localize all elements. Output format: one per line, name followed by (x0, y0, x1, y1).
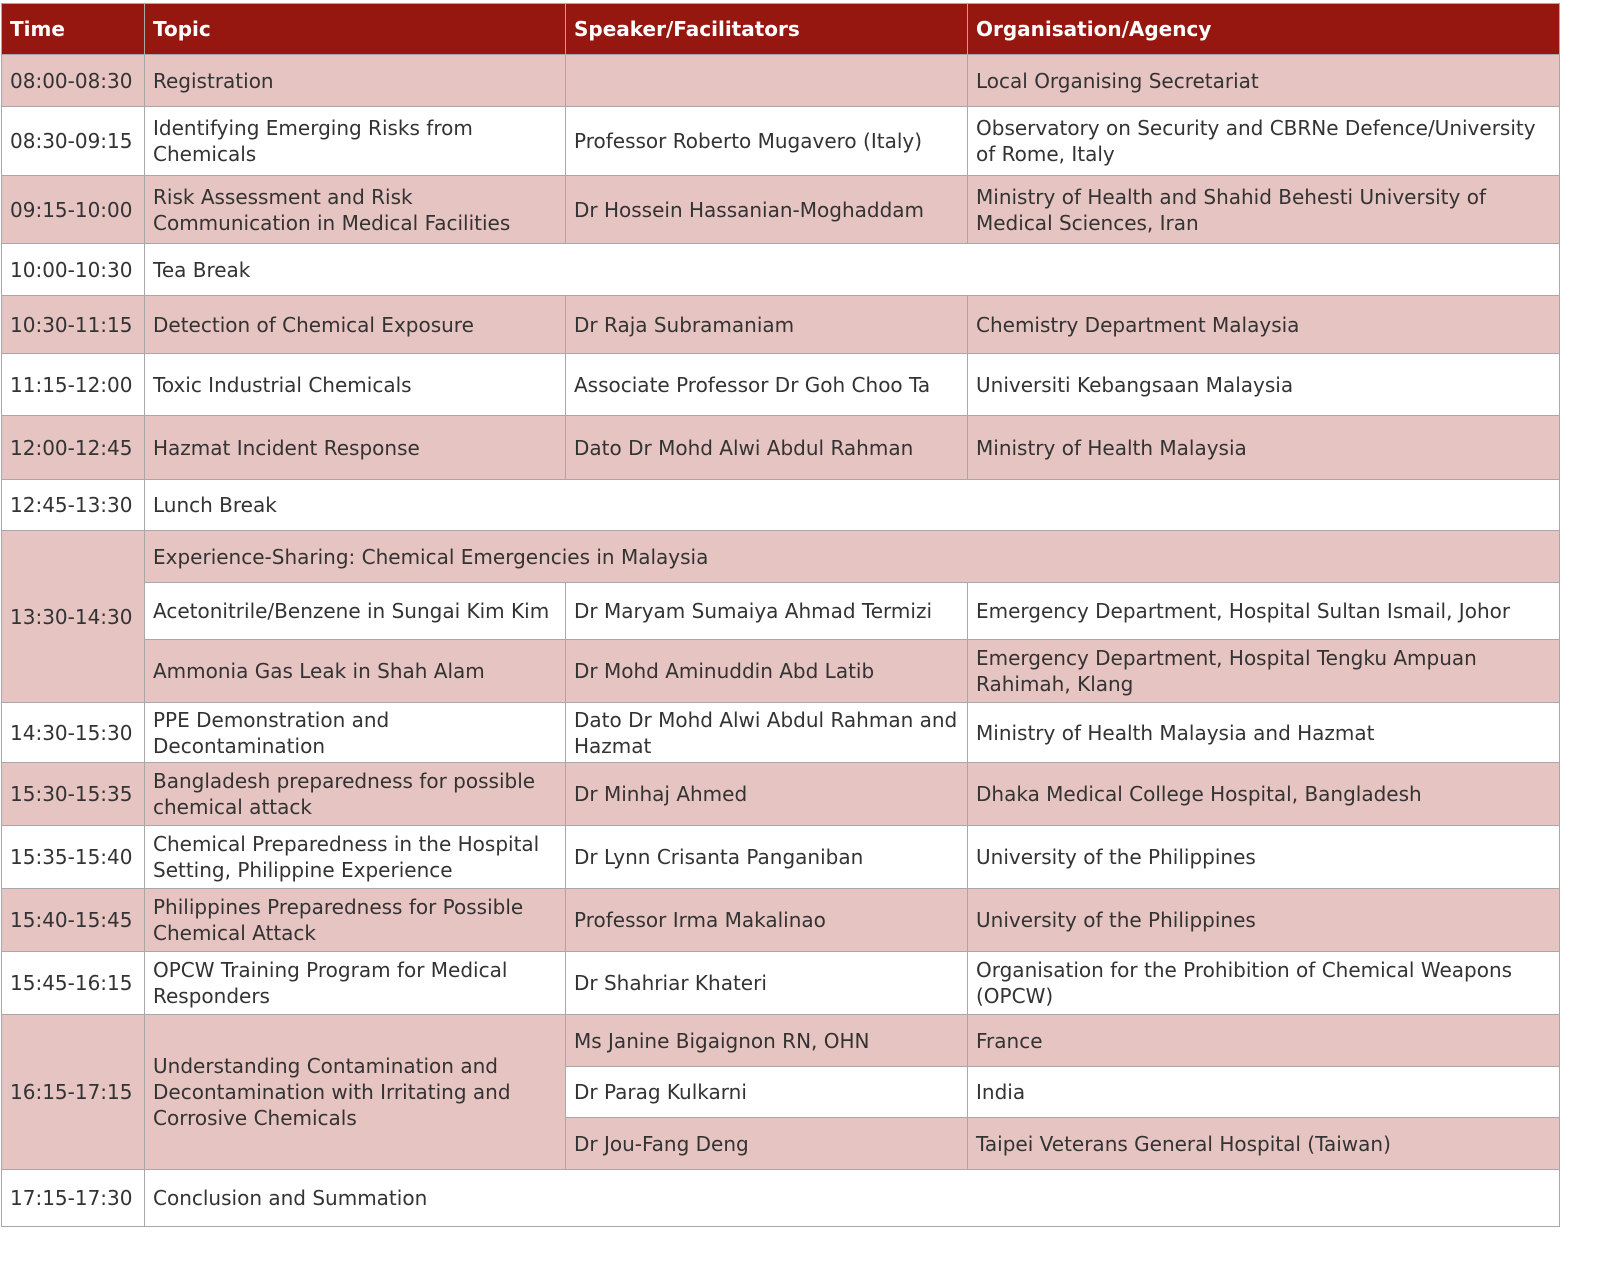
organisation-cell: University of the Philippines (968, 889, 1560, 952)
header-organisation: Organisation/Agency (968, 4, 1560, 55)
speaker-cell: Dr Raja Subramaniam (566, 296, 968, 354)
organisation-cell: University of the Philippines (968, 826, 1560, 889)
topic-cell: Identifying Emerging Risks from Chemicals (145, 107, 566, 176)
break-cell: Tea Break (145, 244, 1560, 296)
table-row (2, 296, 1560, 354)
organisation-cell: Ministry of Health Malaysia (968, 416, 1560, 480)
speaker-cell: Professor Irma Makalinao (566, 889, 968, 952)
organisation-cell: Dhaka Medical College Hospital, Bangladesh (968, 763, 1560, 826)
schedule-table (1, 3, 1560, 1227)
time-cell: 10:30-11:15 (2, 296, 145, 354)
organisation-cell: Ministry of Health Malaysia and Hazmat (968, 703, 1560, 763)
header-time: Time (2, 4, 145, 55)
time-cell: 10:00-10:30 (2, 244, 145, 296)
time-cell: 12:00-12:45 (2, 416, 145, 480)
table-row (2, 583, 1560, 640)
table-row (2, 763, 1560, 826)
topic-cell: Understanding Contamination and Decontamination with Irritating and Corrosive Chemicals (145, 1015, 566, 1170)
header-topic: Topic (145, 4, 566, 55)
time-cell: 16:15-17:15 (2, 1015, 145, 1170)
organisation-cell: Organisation for the Prohibition of Chemical Weapons (OPCW) (968, 952, 1560, 1015)
time-cell: 08:00-08:30 (2, 55, 145, 107)
speaker-cell: Professor Roberto Mugavero (Italy) (566, 107, 968, 176)
time-cell: 08:30-09:15 (2, 107, 145, 176)
organisation-cell: India (968, 1067, 1560, 1118)
time-cell: 09:15-10:00 (2, 176, 145, 244)
table-row (2, 1170, 1560, 1227)
table-row (2, 703, 1560, 763)
speaker-cell: Dr Minhaj Ahmed (566, 763, 968, 826)
topic-cell: Bangladesh preparedness for possible chemical attack (145, 763, 566, 826)
table-row (2, 1015, 1560, 1067)
speaker-cell: Ms Janine Bigaignon RN, OHN (566, 1015, 968, 1067)
table-row (2, 952, 1560, 1015)
header-speaker: Speaker/Facilitators (566, 4, 968, 55)
time-cell: 12:45-13:30 (2, 480, 145, 531)
time-cell: 14:30-15:30 (2, 703, 145, 763)
organisation-cell: Taipei Veterans General Hospital (Taiwan) (968, 1118, 1560, 1170)
speaker-cell: Dr Lynn Crisanta Panganiban (566, 826, 968, 889)
speaker-cell: Dr Maryam Sumaiya Ahmad Termizi (566, 583, 968, 640)
time-cell: 15:30-15:35 (2, 763, 145, 826)
organisation-cell: Emergency Department, Hospital Sultan Ismail, Johor (968, 583, 1560, 640)
speaker-cell (566, 55, 968, 107)
organisation-cell: Ministry of Health and Shahid Behesti University of Medical Sciences, Iran (968, 176, 1560, 244)
topic-cell: Toxic Industrial Chemicals (145, 354, 566, 416)
speaker-cell: Dr Parag Kulkarni (566, 1067, 968, 1118)
table-row (2, 480, 1560, 531)
table-row (2, 826, 1560, 889)
speaker-cell: Dr Shahriar Khateri (566, 952, 968, 1015)
table-row (2, 640, 1560, 703)
speaker-cell: Associate Professor Dr Goh Choo Ta (566, 354, 968, 416)
speaker-cell: Dato Dr Mohd Alwi Abdul Rahman and Hazmat (566, 703, 968, 763)
table-row (2, 176, 1560, 244)
speaker-cell: Dr Mohd Aminuddin Abd Latib (566, 640, 968, 703)
table-row (2, 416, 1560, 480)
header-row (2, 4, 1560, 55)
topic-cell: Philippines Preparedness for Possible Chemical Attack (145, 889, 566, 952)
table-row (2, 107, 1560, 176)
table-row (2, 531, 1560, 583)
topic-cell: PPE Demonstration and Decontamination (145, 703, 566, 763)
organisation-cell: Universiti Kebangsaan Malaysia (968, 354, 1560, 416)
table-row (2, 354, 1560, 416)
organisation-cell: France (968, 1015, 1560, 1067)
break-cell: Lunch Break (145, 480, 1560, 531)
topic-cell: Risk Assessment and Risk Communication in Medical Facilities (145, 176, 566, 244)
organisation-cell: Observatory on Security and CBRNe Defence/University of Rome, Italy (968, 107, 1560, 176)
time-cell: 13:30-14:30 (2, 531, 145, 703)
topic-cell: Chemical Preparedness in the Hospital Setting, Philippine Experience (145, 826, 566, 889)
table-row (2, 889, 1560, 952)
speaker-cell: Dr Jou-Fang Deng (566, 1118, 968, 1170)
time-cell: 11:15-12:00 (2, 354, 145, 416)
organisation-cell: Local Organising Secretariat (968, 55, 1560, 107)
time-cell: 15:40-15:45 (2, 889, 145, 952)
speaker-cell: Dr Hossein Hassanian-Moghaddam (566, 176, 968, 244)
table-row (2, 55, 1560, 107)
topic-cell: Hazmat Incident Response (145, 416, 566, 480)
topic-cell: Registration (145, 55, 566, 107)
time-cell: 17:15-17:30 (2, 1170, 145, 1227)
table-row (2, 244, 1560, 296)
topic-cell: Detection of Chemical Exposure (145, 296, 566, 354)
organisation-cell: Emergency Department, Hospital Tengku Ampuan Rahimah, Klang (968, 640, 1560, 703)
speaker-cell: Dato Dr Mohd Alwi Abdul Rahman (566, 416, 968, 480)
closing-cell: Conclusion and Summation (145, 1170, 1560, 1227)
topic-cell: Acetonitrile/Benzene in Sungai Kim Kim (145, 583, 566, 640)
topic-cell: Ammonia Gas Leak in Shah Alam (145, 640, 566, 703)
time-cell: 15:35-15:40 (2, 826, 145, 889)
session-title-cell: Experience-Sharing: Chemical Emergencies in Malaysia (145, 531, 1560, 583)
time-cell: 15:45-16:15 (2, 952, 145, 1015)
topic-cell: OPCW Training Program for Medical Responders (145, 952, 566, 1015)
organisation-cell: Chemistry Department Malaysia (968, 296, 1560, 354)
